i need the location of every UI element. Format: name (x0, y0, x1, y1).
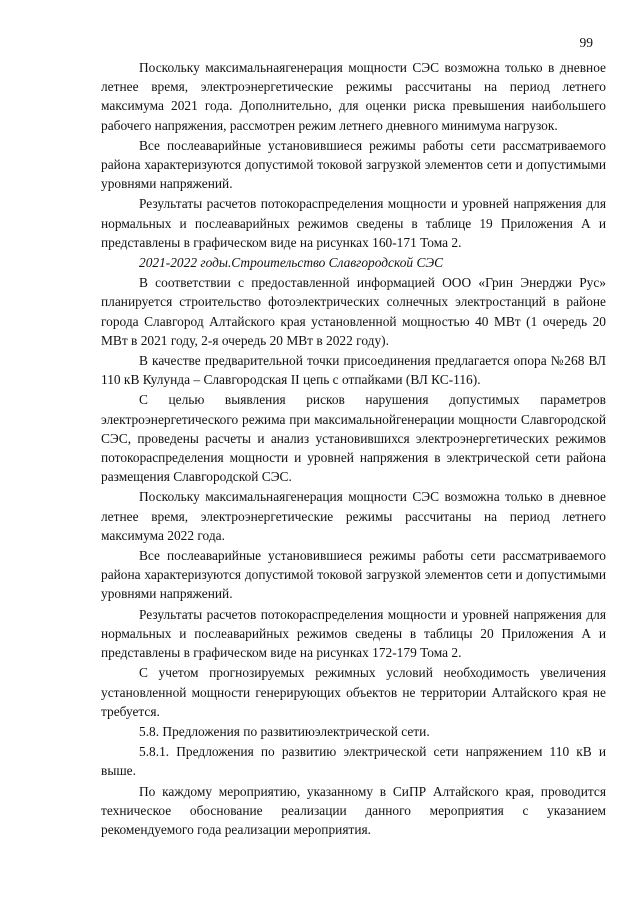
section-heading: 2021-2022 годы.Строительство Славгородской СЭС (139, 255, 444, 271)
paragraph: Поскольку максимальнаягенерация мощности СЭС возможна только в дневное летнее время, электроэнергетические режимы рассчитаны на период летнего максимума 2022 года. (101, 489, 606, 543)
paragraph: В соответствии с предоставленной информацией ООО «Грин Энерджи Рус» планируется строительство фотоэлектрических солнечных электростанций в районе города Славгород Алтайского края установленной мощностью 40 МВт (1 очередь 20 МВт в 2021 году, 2-я очередь 20 МВт в 2022 году). (101, 275, 606, 348)
paragraph: Поскольку максимальнаягенерация мощности СЭС возможна только в дневное летнее время, электроэнергетические режимы рассчитаны на период летнего максимума 2021 года. Дополнительно, для оценки риска превышения наибольшего рабочего напряжения, рассмотрен режим летнего дневного минимума нагрузок. (101, 60, 606, 133)
paragraph: С целью выявления рисков нарушения допустимых параметров электроэнергетического режима при максимальнойгенерации мощности Славгородской СЭС, проведены расчеты и анализ установившихся электроэнергетических режимов потокораспределения мощности и уровней напряжения в электрической сети района размещения Славгородской СЭС. (101, 392, 606, 485)
page-number: 99 (579, 35, 593, 50)
section-heading: 5.8. Предложения по развитиюэлектрической сети. (139, 723, 430, 739)
paragraph: Все послеаварийные установившиеся режимы работы сети рассматриваемого района характеризуются допустимой токовой загрузкой элементов сети и допустимыми уровнями напряжений. (101, 548, 606, 602)
subsection-heading: 5.8.1. Предложения по развитию электрической сети напряжением 110 кВ и выше. (101, 744, 606, 779)
paragraph: Результаты расчетов потокораспределения мощности и уровней напряжения для нормальных и послеаварийных режимов сведены в таблице 19 Приложения А и представлены в графическом виде на рисунках 160-171 Тома 2. (101, 196, 606, 250)
paragraph: Результаты расчетов потокораспределения мощности и уровней напряжения для нормальных и послеаварийных режимов сведены в таблицы 20 Приложения А и представлены в графическом виде на рисунках 172-179 Тома 2. (101, 606, 606, 661)
paragraph: Все послеаварийные установившиеся режимы работы сети рассматриваемого района характеризуются допустимой токовой загрузкой элементов сети и допустимыми уровнями напряжений. (101, 137, 606, 192)
body-text (101, 58, 606, 840)
paragraph: По каждому мероприятию, указанному в СиПР Алтайского края, проводится техническое обоснование реализации данного мероприятия с указанием рекомендуемого года реализации мероприятия. (101, 783, 606, 837)
paragraph: С учетом прогнозируемых режимных условий необходимость увеличения установленной мощности генерирующих объектов не территории Алтайского края не требуется. (101, 665, 606, 719)
paragraph: В качестве предварительной точки присоединения предлагается опора №268 ВЛ 110 кВ Кулунда – Славгородская II цепь с отпайками (ВЛ КС-116). (101, 353, 606, 388)
